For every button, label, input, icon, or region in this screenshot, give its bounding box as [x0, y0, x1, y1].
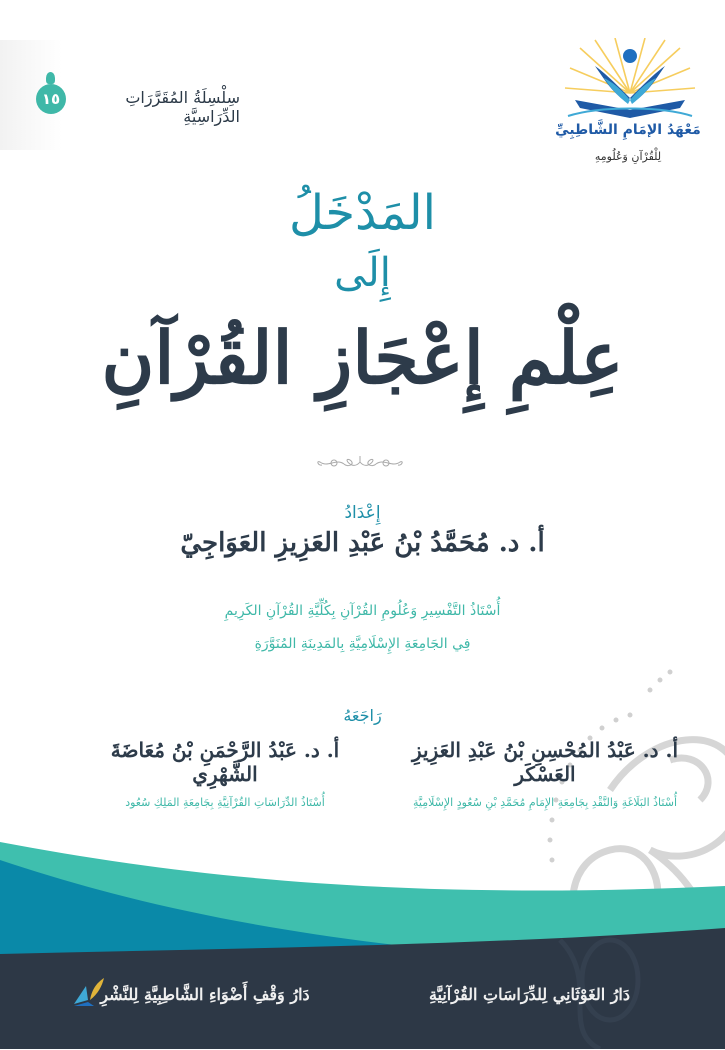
institute-name: مَعْهَدُ الإمَامِ الشَّاطِبِيِّ	[555, 122, 701, 138]
bottom-wave-band	[0, 830, 725, 1049]
reviewer-2-name: أ. د. عَبْدُ الرَّحْمَنِ بْنُ مُعَاضَةَ الشَّهْرِي	[110, 738, 340, 786]
series-title: سِلْسِلَةُ المُقَرَّرَاتِ الدِّرَاسِيَّةِ	[125, 88, 240, 126]
title-line-1: المَدْخَلُ	[289, 185, 436, 241]
author-name: أ. د. مُحَمَّدُ بْنُ عَبْدِ العَزِيزِ العَوَاجِيّ	[180, 528, 545, 558]
reviewer-2-position: أُسْتَاذُ الدِّرَاسَاتِ القُرْآنِيَّةِ بِجَامِعَةِ المَلِكِ سُعُود	[125, 796, 325, 809]
author-position-line-1: أُسْتَاذُ التَّفْسِيرِ وَعُلُومِ القُرْآنِ بِكُلِّيَّةِ القُرْآنِ الكَرِيمِ	[224, 603, 501, 619]
reviewer-1-name: أ. د. عَبْدُ المُحْسِنِ بْنُ عَبْدِ العَزِيزِ العَسْكَر	[411, 738, 678, 786]
title-line-2: إِلَى	[334, 250, 391, 296]
reviewer-1-position: أُسْتَاذُ البَلَاغَةِ وَالنَّقْدِ بِجَامِعَةِ الإِمَامِ مُحَمَّدِ بْنِ سُعُودٍ الإِسْلَامِيَّةِ	[412, 796, 677, 809]
ornament-divider-icon	[312, 452, 408, 474]
author-position-line-2: فِي الجَامِعَةِ الإِسْلَامِيَّةِ بِالمَدِينَةِ المُنَوَّرَةِ	[254, 636, 471, 652]
series-badge-knob	[46, 72, 55, 84]
publisher-left: دَارُ وَقْفِ أَضْوَاءِ الشَّاطِبِيَّةِ لِلنَّشْرِ	[100, 985, 310, 1004]
prepared-by-label: إِعْدَادُ	[344, 503, 381, 523]
reviewer-1	[380, 738, 710, 809]
publisher-right: دَارُ الغَوْثَانِي لِلدِّرَاسَاتِ القُرْآنِيَّةِ	[428, 985, 630, 1004]
reviewed-by-label: رَاجَعَهُ	[343, 706, 382, 725]
reviewer-2	[75, 738, 375, 809]
book-title-main: عِلْمِ إِعْجَازِ القُرْآنِ	[101, 315, 624, 400]
logo-globe-icon	[623, 49, 637, 63]
institute-subtitle: لِلْقُرْآنِ وَعُلُومِهِ	[594, 150, 662, 163]
series-number-badge: ١٥	[36, 84, 66, 114]
